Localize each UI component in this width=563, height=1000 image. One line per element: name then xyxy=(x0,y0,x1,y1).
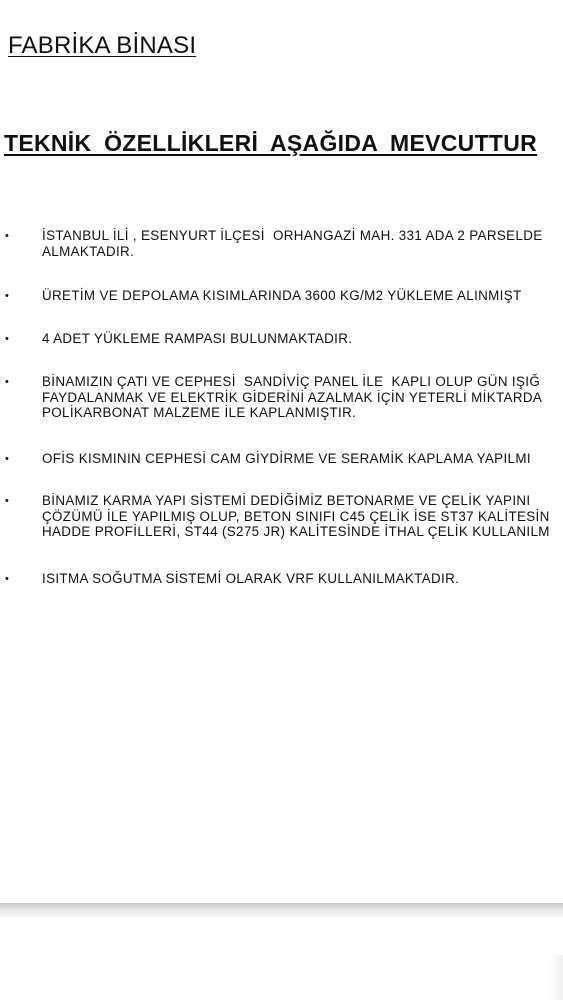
list-item-text xyxy=(42,571,459,587)
bullet-icon: • xyxy=(5,453,9,465)
viewer-background xyxy=(0,917,563,1000)
list-item-text xyxy=(42,493,550,540)
list-item-line: ÇÖZÜMÜ İLE YAPILMIŞ OLUP, BETON SINIFI C45 ÇELİK İSE ST37 KALİTESİN xyxy=(42,508,550,524)
edge-shadow xyxy=(549,955,563,1000)
bullet-icon: • xyxy=(5,333,9,345)
list-item-line: ÜRETİM VE DEPOLAMA KISIMLARINDA 3600 KG/M2 YÜKLEME ALINMIŞT xyxy=(42,288,522,303)
list-item-line: ISITMA SOĞUTMA SİSTEMİ OLARAK VRF KULLANILMAKTADIR. xyxy=(42,571,460,586)
bullet-icon: • xyxy=(5,230,9,242)
bullet-icon: • xyxy=(5,573,9,585)
list-item-text xyxy=(42,451,531,467)
list-item-line: ALMAKTADIR. xyxy=(42,243,135,259)
bullet-icon: • xyxy=(5,495,9,507)
section-heading: TEKNİK ÖZELLİKLERİ AŞAĞIDA MEVCUTTUR xyxy=(4,130,538,156)
page-divider xyxy=(0,903,563,917)
list-item-text xyxy=(42,228,543,259)
list-item-text xyxy=(42,331,352,347)
bullet-icon: • xyxy=(5,290,9,302)
list-item-text xyxy=(42,288,522,304)
list-item-line: FAYDALANMAK VE ELEKTRİK GİDERİNİ AZALMAK İÇİN YETERLİ MİKTARDA xyxy=(42,389,543,405)
list-item-line: İSTANBUL İLİ , ESENYURT İLÇESİ ORHANGAZİ MAH. 331 ADA 2 PARSELDE xyxy=(42,228,543,243)
list-item-line: POLİKARBONAT MALZEME İLE KAPLANMIŞTIR. xyxy=(42,405,357,420)
list-item-text xyxy=(42,374,542,421)
list-item-line: BİNAMIZIN ÇATI VE CEPHESİ SANDİVİÇ PANEL İLE KAPLI OLUP GÜN IŞIĞ xyxy=(42,374,541,389)
list-item-line: HADDE PROFİLLERİ, ST44 (S275 JR) KALİTESİNDE İTHAL ÇELİK KULLANILM xyxy=(42,524,550,539)
bullet-icon: • xyxy=(5,376,9,388)
list-item-line: OFİS KISMININ CEPHESİ CAM GİYDİRME VE SERAMİK KAPLAMA YAPILMI xyxy=(42,451,531,466)
document-title: FABRİKA BİNASI xyxy=(8,32,197,59)
list-item-line: BİNAMIZ KARMA YAPI SİSTEMİ DEDİĞİMİZ BETONARME VE ÇELİK YAPINI xyxy=(42,493,531,508)
list-item-line: 4 ADET YÜKLEME RAMPASI BULUNMAKTADIR. xyxy=(42,331,353,346)
